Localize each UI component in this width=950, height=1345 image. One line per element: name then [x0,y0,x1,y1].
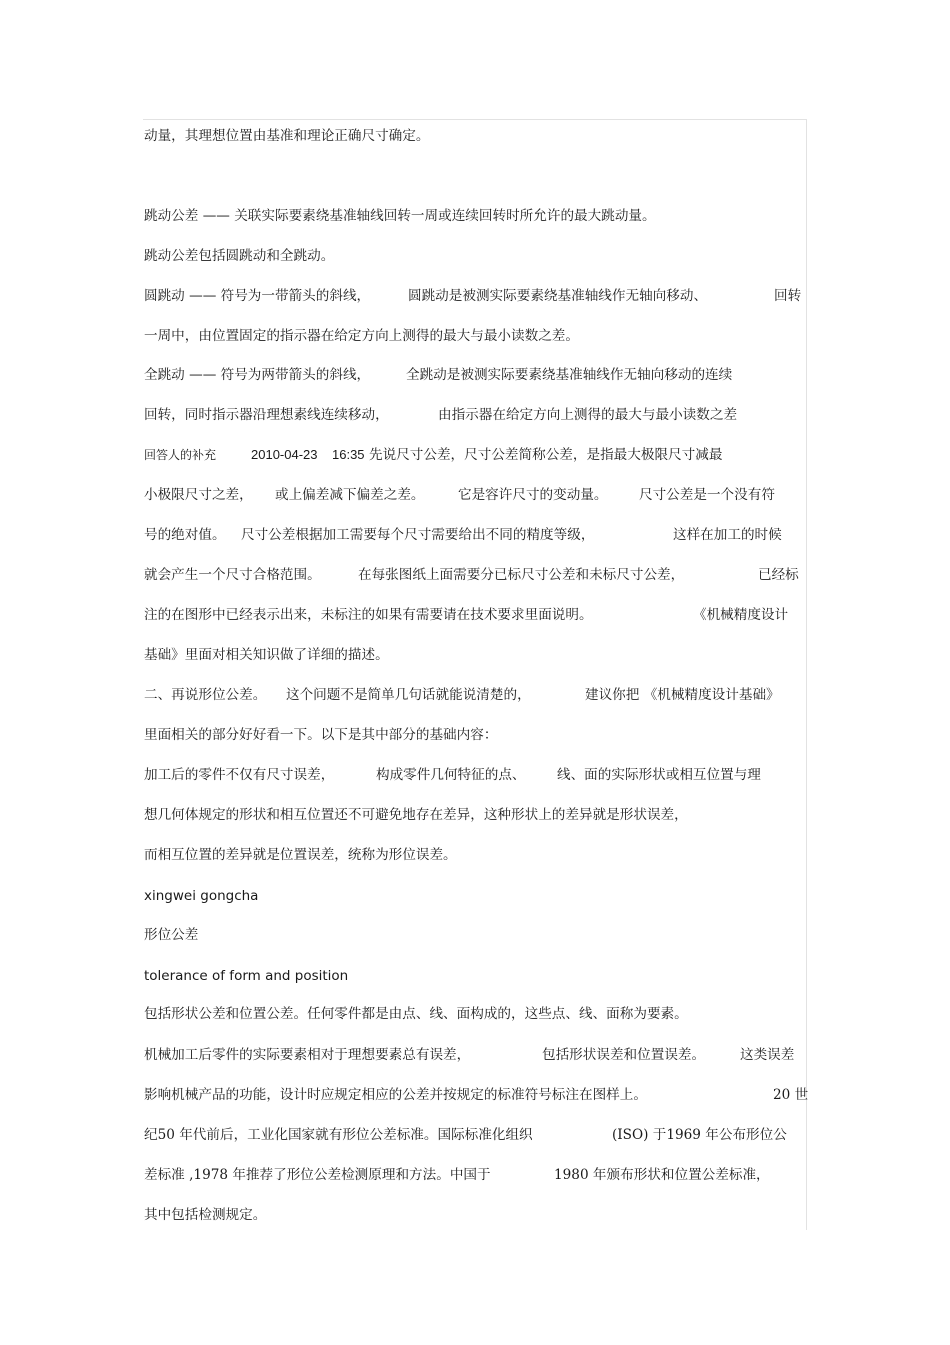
text-segment: 1980 年颁布形状和位置公差标准， [554,1167,770,1183]
text-segment: 影响机械产品的功能，设计时应规定相应的公差并按规定的标准符号标注在图样上。 [144,1087,647,1103]
text-segment: 圆跳动是被测实际要素绕基准轴线作无轴向移动、 [408,288,708,304]
text-segment: (ISO) 于1969 年公布形位公 [612,1127,787,1143]
text-segment: 动量，其理想位置由基准和理论正确尺寸确定。 [144,128,430,144]
text-segment: 全跳动是被测实际要素绕基准轴线作无轴向移动的连续 [406,367,733,383]
text-segment: 回转，同时指示器沿理想素线连续移动， [144,407,389,423]
text-segment: 包括形状公差和位置公差。任何零件都是由点、线、面构成的，这些点、线、面称为要素。 [144,1006,688,1022]
text-segment: 基础》里面对相关知识做了详细的描述。 [144,647,389,663]
text-segment: 号的绝对值。 [144,527,226,543]
text-segment: 2010-04-23 [251,447,318,462]
text-segment: 已经标 [758,567,799,583]
text-segment: 差标准 ,1978 年推荐了形位公差检测原理和方法。中国于 [144,1167,491,1183]
text-segment: 尺寸公差根据加工需要每个尺寸需要给出不同的精度等级， [241,527,595,543]
text-segment: 在每张图纸上面需要分已标尺寸公差和未标尺寸公差， [358,567,685,583]
page-frame-top [143,119,807,120]
text-segment: 尺寸公差是一个没有符 [639,487,775,503]
text-segment: 建议你把 《机械精度设计基础》 [585,687,780,703]
text-segment: 小极限尺寸之差， [144,487,253,503]
text-segment: 想几何体规定的形状和相互位置还不可避免地存在差异，这种形状上的差异就是形状误差， [144,807,688,823]
text-segment: 机械加工后零件的实际要素相对于理想要素总有误差， [144,1047,471,1063]
text-segment: 回转 [774,288,802,304]
text-segment: 而相互位置的差异就是位置误差，统称为形位误差。 [144,847,457,863]
text-segment: 这个问题不是简单几句话就能说清楚的， [286,687,531,703]
text-segment: 里面相关的部分好好看一下。以下是其中部分的基础内容： [144,727,498,743]
page-frame-right [806,119,807,1230]
text-segment: 其中包括检测规定。 [144,1207,267,1223]
text-segment: 先说尺寸公差，尺寸公差简称公差，是指最大极限尺寸减最 [369,447,723,463]
text-segment: 注的在图形中已经表示出来，未标注的如果有需要请在技术要求里面说明。 [144,607,593,623]
text-segment: 这类误差 [740,1047,795,1063]
text-segment: 构成零件几何特征的点、 [376,767,526,783]
text-segment: 由指示器在给定方向上测得的最大与最小读数之差 [438,407,738,423]
text-segment: 圆跳动 —— 符号为一带箭头的斜线， [144,288,371,304]
text-segment: 跳动公差 —— 关联实际要素绕基准轴线回转一周或连续回转时所允许的最大跳动量。 [144,208,656,224]
text-segment: 一周中，由位置固定的指示器在给定方向上测得的最大与最小读数之差。 [144,328,579,344]
text-segment: 这样在加工的时候 [673,527,782,543]
text-segment: 纪50 年代前后，工业化国家就有形位公差标准。国际标准化组织 [144,1127,533,1143]
text-segment: 线、面的实际形状或相互位置与理 [557,767,761,783]
text-segment: 20 世 [773,1087,809,1103]
text-segment: 包括形状误差和位置误差。 [542,1047,706,1063]
text-segment: xingwei gongcha [144,888,259,904]
text-segment: 它是容许尺寸的变动量。 [458,487,608,503]
text-segment: 二、再说形位公差。 [144,687,267,703]
text-segment: 回答人的补充 [144,448,217,462]
text-segment: 或上偏差减下偏差之差。 [275,487,425,503]
text-segment: 《机械精度设计 [693,607,789,623]
text-segment: tolerance of form and position [144,968,349,984]
text-segment: 跳动公差包括圆跳动和全跳动。 [144,248,335,264]
text-segment: 全跳动 —— 符号为两带箭头的斜线， [144,367,371,383]
text-segment: 形位公差 [144,927,199,943]
text-segment: 16:35 [332,447,365,462]
text-segment: 就会产生一个尺寸合格范围。 [144,567,321,583]
text-segment: 加工后的零件不仅有尺寸误差， [144,767,335,783]
